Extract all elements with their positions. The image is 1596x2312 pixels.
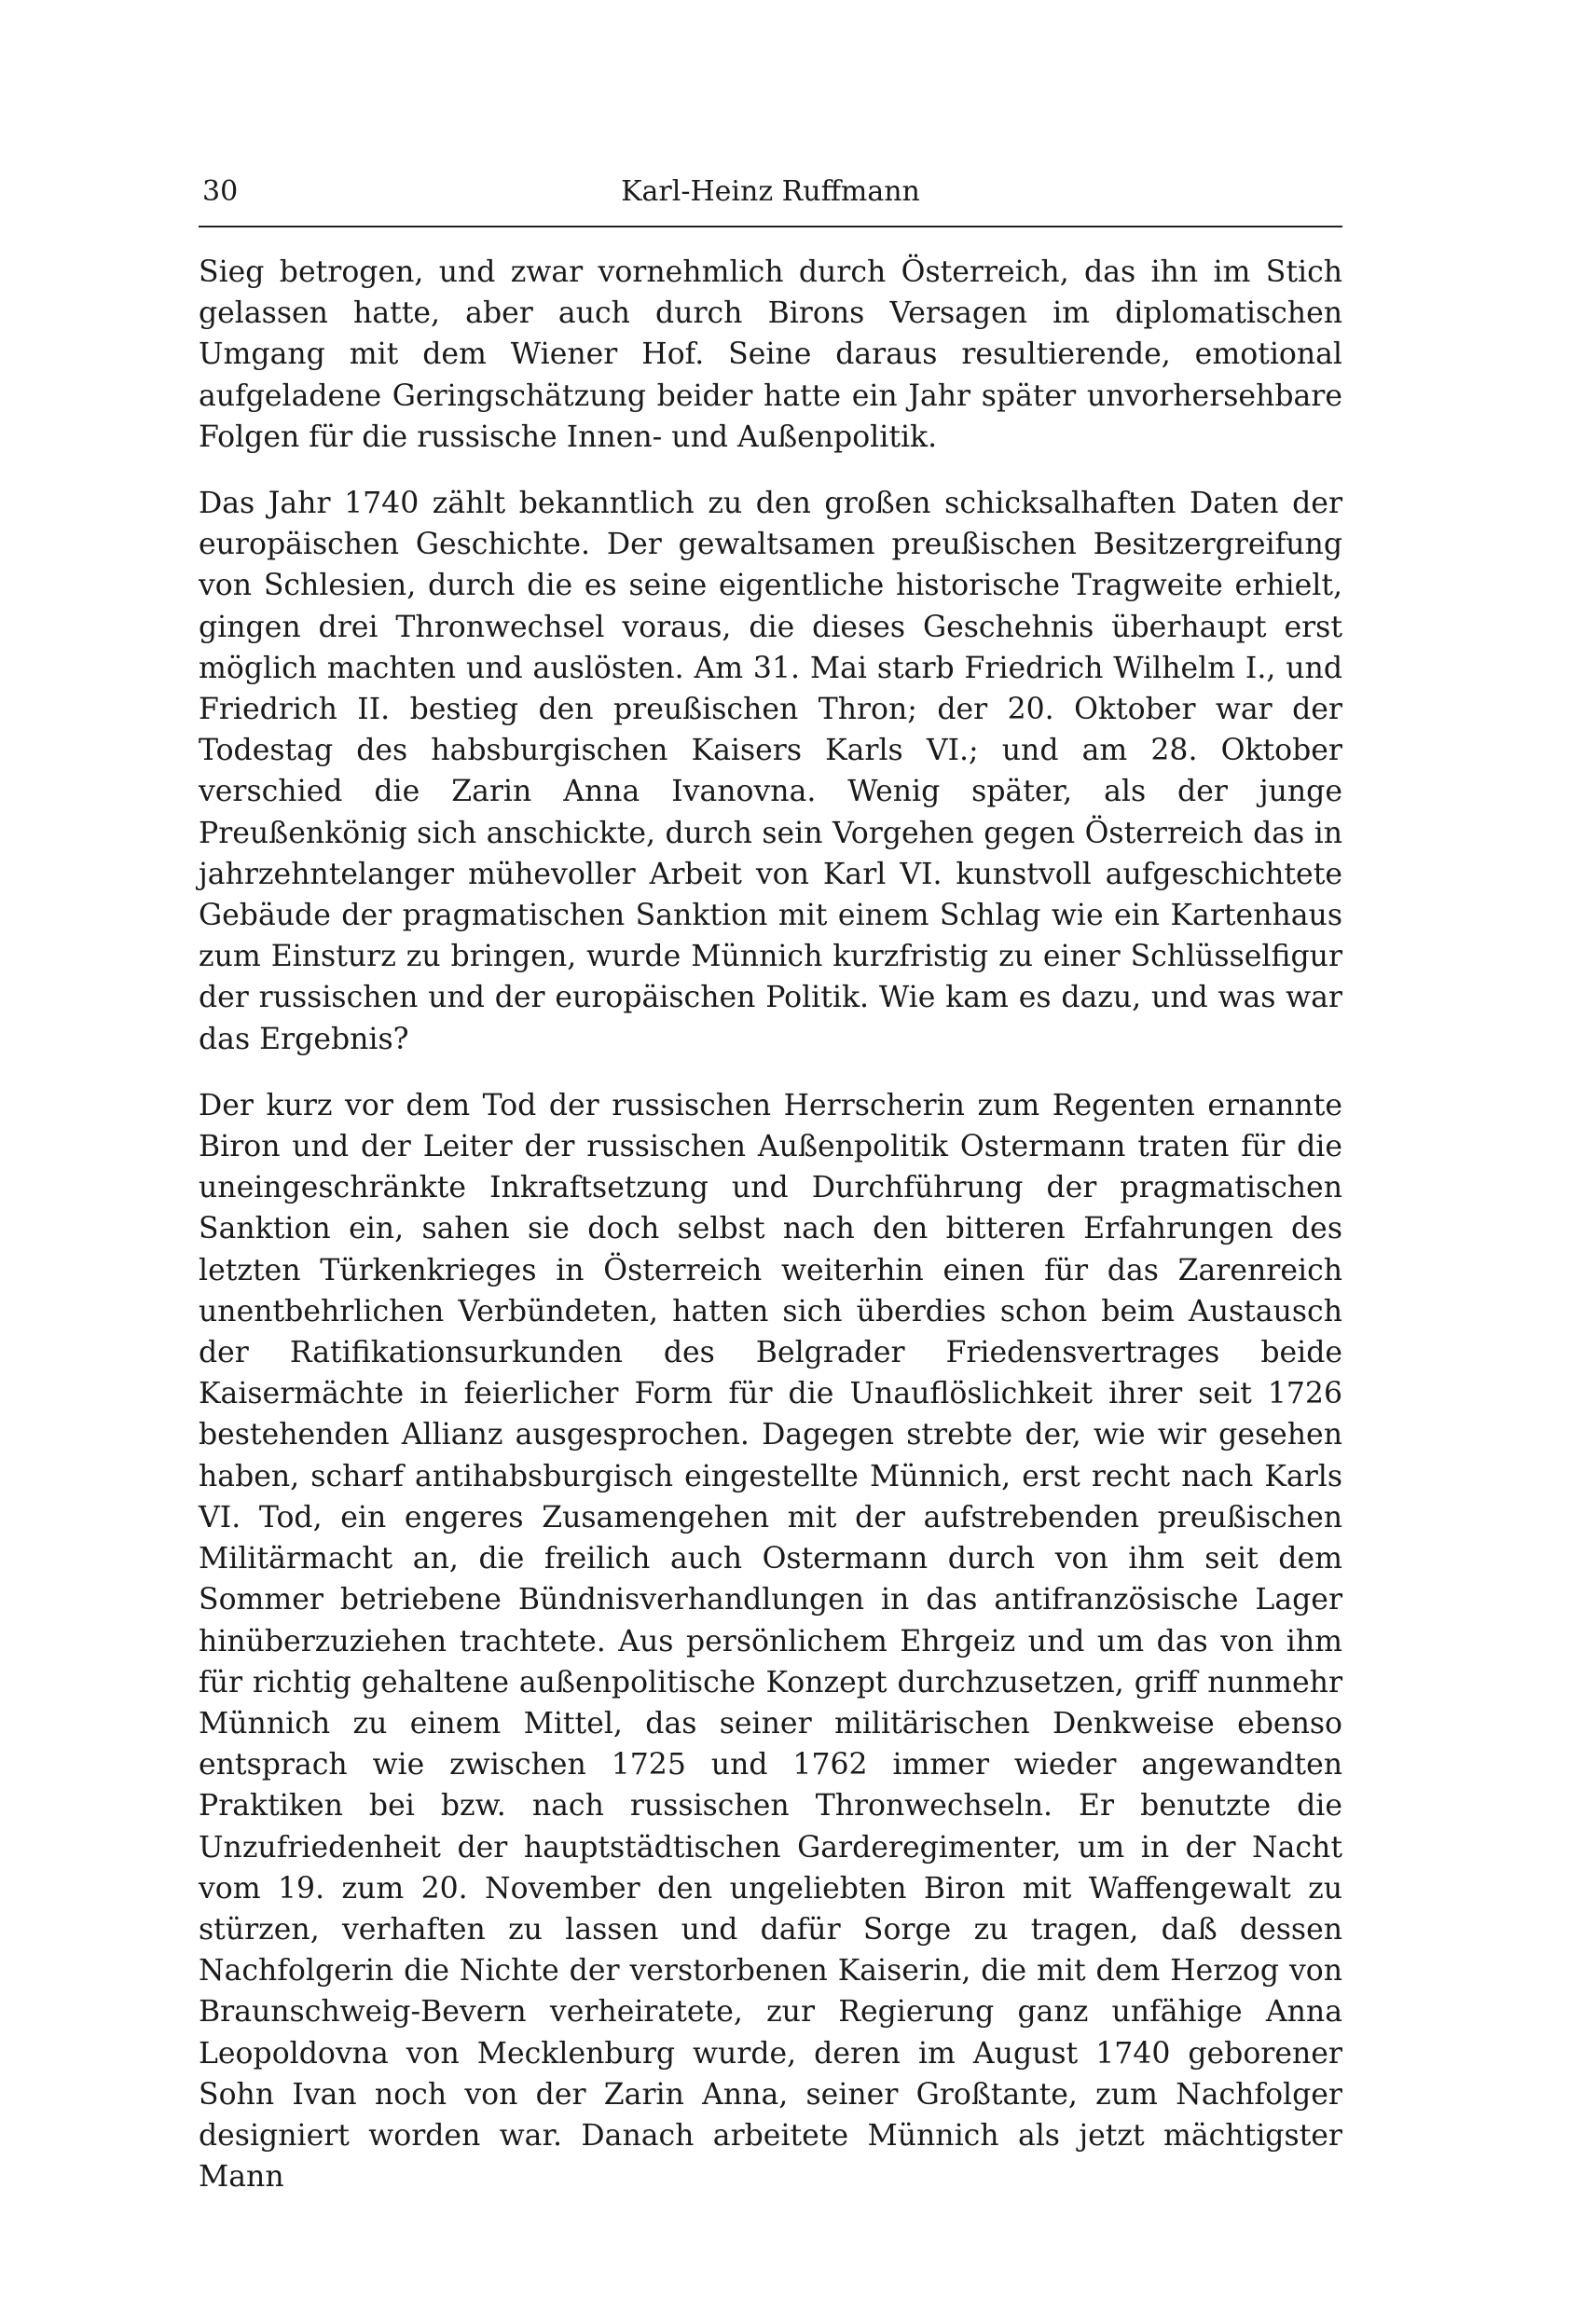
- header-rule: [199, 226, 1342, 227]
- body-text: [199, 252, 1342, 2197]
- paragraph-2: Das Jahr 1740 zählt bekanntlich zu den großen schicksalhaften Daten der europäischen Geschichte. Der gewaltsamen preußischen Besitzergreifung von Schlesien, durch die es seine eigentliche historische Tragweite erhielt, gingen drei Thronwechsel voraus, die dieses Geschehnis überhaupt erst möglich machten und auslösten. Am 31. Mai starb Friedrich Wilhelm I., und Friedrich II. bestieg den preußischen Thron; der 20. Oktober war der Todestag des habsburgischen Kaisers Karls VI.; und am 28. Oktober verschied die Zarin Anna Ivanovna. Wenig später, als der junge Preußenkönig sich anschickte, durch sein Vorgehen gegen Österreich das in jahrzehntelanger mühevoller Arbeit von Karl VI. kunstvoll aufgeschichtete Gebäude der pragmatischen Sanktion mit einem Schlag wie ein Kartenhaus zum Einsturz zu bringen, wurde Münnich kurzfristig zu einer Schlüsselfigur der russischen und der europäischen Politik. Wie kam es dazu, und was war das Ergebnis?: [199, 487, 1342, 1056]
- book-page: [199, 168, 1342, 2223]
- running-head: [199, 168, 1342, 216]
- paragraph-3: Der kurz vor dem Tod der russischen Herrscherin zum Regenten ernannte Biron und der Leiter der russischen Außenpolitik Ostermann traten für die uneingeschränkte Inkraftsetzung und Durchführung der pragmatischen Sanktion ein, sahen sie doch selbst nach den bitteren Erfahrungen des letzten Türkenkrieges in Österreich weiterhin einen für das Zarenreich unentbehrlichen Verbündeten, hatten sich überdies schon beim Austausch der Ratifikationsurkunden des Belgrader Friedensvertrages beide Kaisermächte in feierlicher Form für die Unauflöslichkeit ihrer seit 1726 bestehenden Allianz ausgesprochen. Dagegen strebte der, wie wir gesehen haben, scharf antihabsburgisch eingestellte Münnich, erst recht nach Karls VI. Tod, ein engeres Zusamengehen mit der aufstrebenden preußischen Militärmacht an, die freilich auch Ostermann durch von ihm seit dem Sommer betriebene Bündnisverhandlungen in das antifranzösische Lager hinüberzuziehen trachtete. Aus persönlichem Ehrgeiz und um das von ihm für richtig gehaltene außenpolitische Konzept durchzusetzen, griff nunmehr Münnich zu einem Mittel, das seiner militärischen Denkweise ebenso entsprach wie zwischen 1725 und 1762 immer wieder angewandten Praktiken bei bzw. nach russischen Thronwechseln. Er benutzte die Unzufriedenheit der hauptstädtischen Garderegimenter, um in der Nacht vom 19. zum 20. November den ungeliebten Biron mit Waffengewalt zu stürzen, verhaften zu lassen und dafür Sorge zu tragen, daß dessen Nachfolgerin die Nichte der verstorbenen Kaiserin, die mit dem Herzog von Braunschweig-Bevern verheiratete, zur Regierung ganz unfähige Anna Leopoldovna von Mecklenburg wurde, deren im August 1740 geborener Sohn Ivan noch von der Zarin Anna, seiner Großtante, zum Nachfolger designiert worden war. Danach arbeitete Münnich als jetzt mächtigster Mann: [199, 1088, 1342, 2195]
- paragraph-1: Sieg betrogen, und zwar vornehmlich durch Österreich, das ihn im Stich gelassen hatte, aber auch durch Birons Versagen im diplomatischen Umgang mit dem Wiener Hof. Seine daraus resultierende, emotional aufgeladene Geringschätzung beider hatte ein Jahr später unvorhersehbare Folgen für die russische Innen- und Außenpolitik.: [199, 255, 1342, 454]
- page-number: 30: [202, 175, 239, 208]
- running-head-author: Karl-Heinz Ruffmann: [621, 175, 920, 208]
